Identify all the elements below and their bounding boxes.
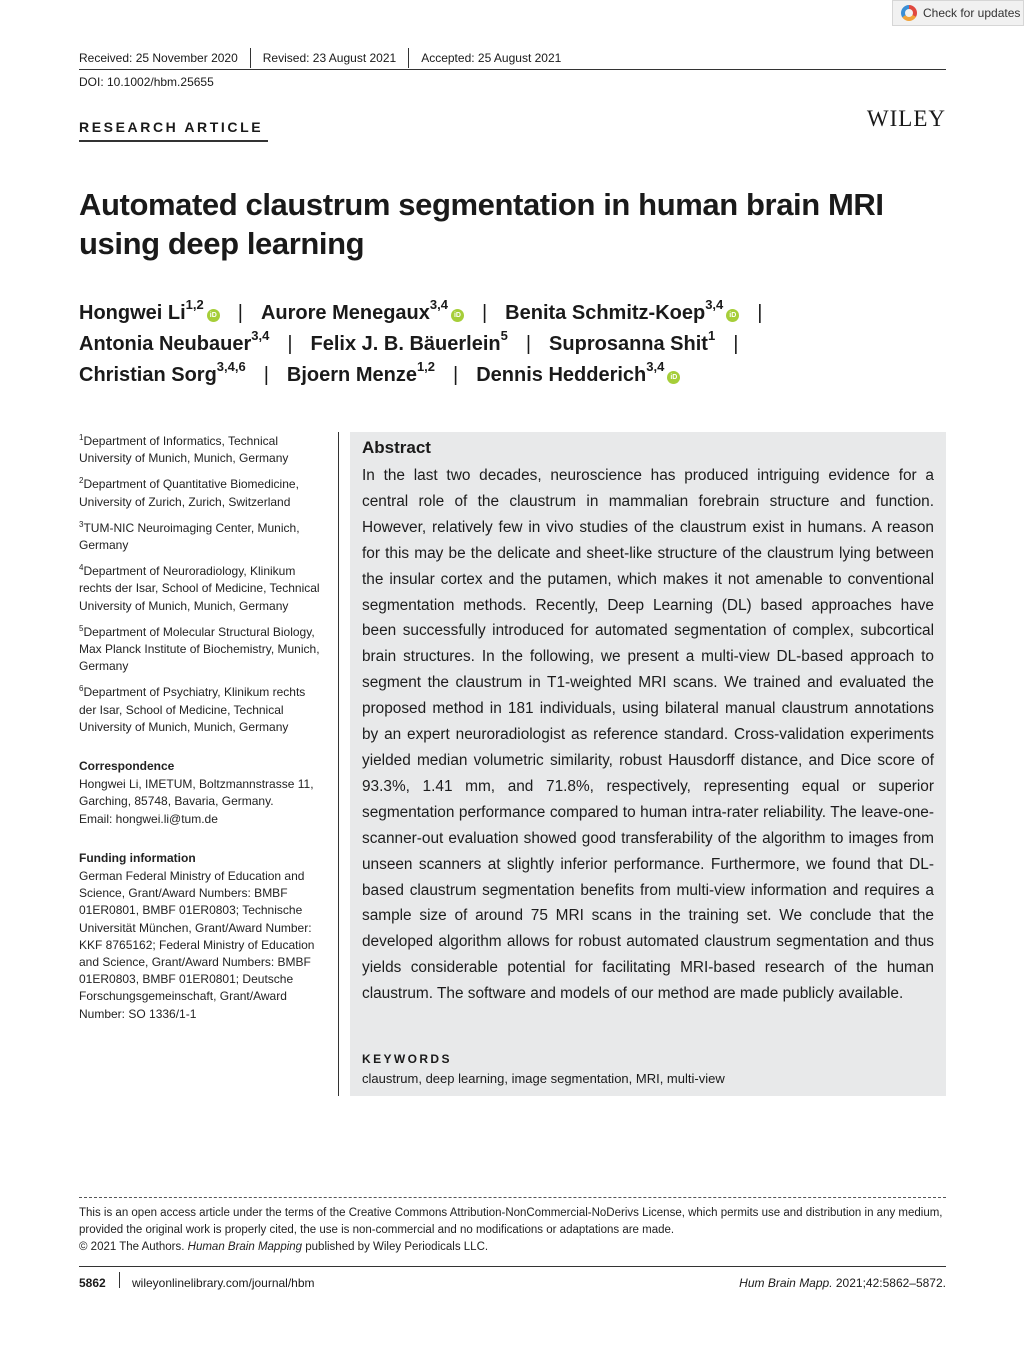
citation — [739, 1276, 946, 1290]
author-name[interactable]: Dennis Hedderich — [476, 364, 647, 386]
citation-journal: Hum Brain Mapp. — [739, 1276, 833, 1290]
author-separator: | — [237, 302, 243, 324]
journal-url[interactable]: wileyonlinelibrary.com/journal/hbm — [132, 1276, 315, 1290]
journal-name: Human Brain Mapping — [187, 1241, 303, 1253]
author-separator: | — [263, 364, 269, 386]
license-note — [79, 1205, 946, 1256]
author-affiliation: 3,4,6 — [216, 359, 246, 375]
author-affiliation: 3,4 — [251, 328, 270, 344]
footer-divider — [119, 1272, 120, 1288]
check-for-updates-badge[interactable] — [892, 0, 1024, 26]
author-name[interactable]: Benita Schmitz-Koep — [505, 302, 706, 324]
abstract-text: In the last two decades, neuroscience has produced intriguing evidence for a central role of the claustrum in mammalian forebrain structure and function. However, relatively few in vivo studies of the claustrum exist in humans. A reason for this may be the delicate and sheet-like structure of the claustrum lying between the insular cortex and the putamen, which makes it not amenable to conventional segmentation methods. Recently, Deep Learning (DL) based approaches have been successfully introduced for automated segmentation of complex, subcortical brain structures. In the following, we present a multi-view DL-based approach to segment the claustrum in T1-weighted MRI scans. We trained and evaluated the proposed method in 181 individuals, using bilateral manual claustrum annotations by an expert neuroradiologist as reference standard. Cross-validation experiments yielded median volumetric similarity, robust Hausdorff distance, and Dice score of 93.3%, 1.41 mm, and 71.8%, respectively, representing equal or superior segmentation performance compared to human intra-rater reliability. The leave-one-scanner-out evaluation showed good transferability of the algorithm to images from unseen scanners at slightly inferior performance. Furthermore, we found that DL-based claustrum segmentation benefits from multi-view information and requires a sample size of around 75 MRI scans in the training set. We conclude that the developed algorithm allows for robust automated claustrum segmentation and thus yields considerable potential for facilitating MRI-based research of the human claustrum. The software and models of our method are made publicly available. — [362, 467, 934, 1003]
revised-date: Revised: 23 August 2021 — [250, 48, 408, 68]
correspondence-address: Hongwei Li, IMETUM, Boltzmannstrasse 11, Garching, 85748, Bavaria, Germany. — [79, 777, 314, 809]
copyright-line: © 2021 The Authors. Human Brain Mapping published by Wiley Periodicals LLC. — [79, 1241, 489, 1253]
affiliations-column — [79, 429, 325, 1023]
page-number: 5862 — [79, 1276, 106, 1290]
doi[interactable]: DOI: 10.1002/hbm.25655 — [79, 75, 214, 89]
orcid-icon[interactable]: iD — [726, 309, 739, 322]
author-name[interactable]: Hongwei Li — [79, 302, 186, 324]
abstract-heading: Abstract — [362, 438, 431, 457]
author-separator: | — [453, 364, 459, 386]
author-separator: | — [757, 302, 763, 324]
author-separator: | — [733, 333, 739, 355]
keywords-heading: KEYWORDS — [362, 1052, 452, 1066]
author-affiliation: 5 — [500, 328, 508, 344]
author-name[interactable]: Christian Sorg — [79, 364, 217, 386]
author-affiliation: 1 — [707, 328, 716, 344]
affiliation-item: $^6$Department of Psychiatry, Klinikum rechts der Isar, School of Medicine, Technical University of Munich, Munich, Germany — [79, 684, 306, 734]
author-affiliation: 3,4 — [429, 297, 448, 313]
author-name[interactable]: Bjoern Menze — [286, 364, 417, 386]
section-label: RESEARCH ARTICLE — [79, 119, 264, 135]
check-for-updates-label: Check for updates — [923, 6, 1021, 20]
author-name[interactable]: Aurore Menegaux — [260, 302, 430, 324]
author-affiliation: 1,2 — [416, 359, 436, 375]
correspondence-heading: Correspondence — [79, 759, 175, 774]
section-rule — [79, 140, 268, 142]
author-separator: | — [287, 333, 293, 355]
affiliation-item: $^4$Department of Neuroradiology, Klinikum rechts der Isar, School of Medicine, Technical University of Munich, Munich, Germany — [79, 563, 320, 613]
author-name[interactable]: Suprosanna Shit — [549, 333, 708, 355]
orcid-icon[interactable]: iD — [667, 371, 680, 384]
publisher-logo: WILEY — [866, 106, 946, 131]
author-separator: | — [525, 333, 532, 355]
author-name[interactable]: Antonia Neubauer — [79, 333, 252, 355]
author-affiliation: 1,2 — [185, 297, 204, 313]
correspondence-email[interactable]: Email: hongwei.li@tum.de — [79, 811, 218, 826]
footer-rule — [79, 1266, 946, 1267]
orcid-icon[interactable]: iD — [451, 309, 464, 322]
funding-text: German Federal Ministry of Education and Science, Grant/Award Numbers: BMBF 01ER0801, BMBF 01ER0803; Technische Universität München, Grant/Award Number: KKF 8765162; Federal Ministry of Education and Science, Grant/Award Numbers: BMBF 01ER0803, BMBF 01ER0801; Deutsche Forschungsgemeinschaft, Grant/Award Number: SO 1336/1-1 — [79, 869, 315, 1021]
accepted-date: Accepted: 25 August 2021 — [408, 48, 573, 68]
author-affiliation: 3,4 — [646, 359, 665, 375]
author-list — [79, 298, 949, 391]
author-name[interactable]: Felix J. B. Bäuerlein — [310, 333, 501, 355]
column-divider — [338, 432, 339, 1096]
affiliation-item: $^3$TUM-NIC Neuroimaging Center, Munich, Germany — [79, 519, 300, 553]
keywords-text: claustrum, deep learning, image segmentation, MRI, multi-view — [362, 1071, 725, 1086]
license-text: This is an open access article under the terms of the Creative Commons Attribution-NonCommercial-NoDerivs License, which permits use and distribution in any medium, provided the original work is properly cited, the use is non-commercial and no modifications or adaptations are made. — [79, 1207, 943, 1236]
affiliation-item: $^1$Department of Informatics, Technical University of Munich, Munich, Germany — [79, 433, 289, 466]
license-divider — [79, 1197, 946, 1198]
received-date: Received: 25 November 2020 — [79, 51, 238, 65]
affiliation-item: $^5$Department of Molecular Structural Biology, Max Planck Institute of Biochemistry, Munich, Germany — [79, 623, 320, 674]
article-dates — [79, 48, 573, 68]
orcid-icon[interactable]: iD — [207, 309, 220, 322]
crossmark-icon — [901, 5, 917, 21]
affiliation-item: $^2$Department of Quantitative Biomedicine, University of Zurich, Zurich, Switzerland — [79, 476, 299, 509]
header-rule — [79, 69, 946, 70]
author-separator: | — [481, 302, 488, 324]
author-affiliation: 3,4 — [705, 297, 724, 313]
citation-details: 2021;42:5862–5872. — [832, 1276, 946, 1290]
article-title: Automated claustrum segmentation in human brain MRI using deep learning — [79, 187, 884, 261]
funding-heading: Funding information — [79, 850, 196, 865]
